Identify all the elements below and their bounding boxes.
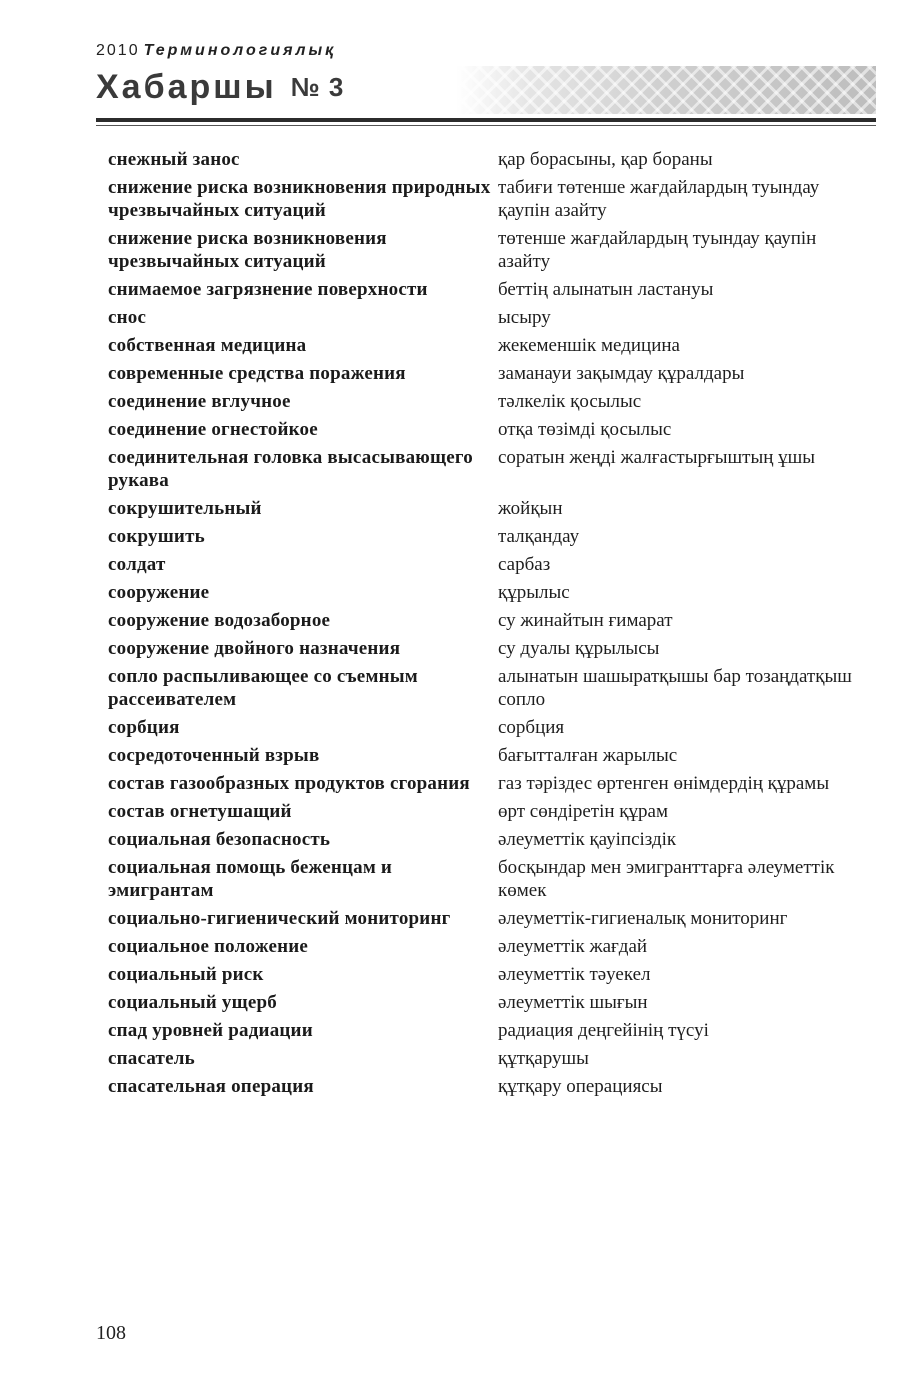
russian-term: социально-гигиенический мониторинг (108, 908, 451, 929)
russian-term: солдат (108, 554, 166, 575)
kazakh-term: сарбаз (498, 554, 551, 575)
russian-term: собственная медицина (108, 335, 307, 356)
glossary-entry (108, 497, 868, 520)
glossary-entry (108, 744, 868, 767)
glossary-entry (108, 278, 868, 301)
kazakh-term: құтқару операциясы (498, 1076, 663, 1097)
kazakh-term: газ тәріздес өртенген өнімдердің құрамы (498, 773, 830, 794)
kazakh-term: жойқын (498, 498, 563, 519)
glossary-entry (108, 362, 868, 385)
kazakh-term: әлеуметтік қауіпсіздік (498, 829, 677, 850)
glossary-entry (108, 963, 868, 986)
kazakh-term: қар борасыны, қар бораны (498, 149, 713, 170)
kazakh-term: беттің алынатын ластануы (498, 279, 714, 300)
russian-term: сопло распыливающее со съемным рассеивателем (108, 666, 418, 710)
kazakh-term: сорбция (498, 717, 565, 738)
glossary-entry (108, 991, 868, 1014)
russian-term: снижение риска возникновения природных чрезвычайных ситуаций (108, 177, 491, 221)
glossary-entry (108, 772, 868, 795)
russian-term: снежный занос (108, 149, 240, 170)
issue-number: № 3 (290, 72, 345, 102)
kazakh-term: бағытталған жарылыс (498, 745, 678, 766)
kazakh-term: ысыру (498, 307, 551, 328)
page-number: 108 (96, 1322, 126, 1344)
glossary-entry (108, 609, 868, 632)
russian-term: социальная помощь беженцам и эмигрантам (108, 857, 393, 901)
journal-title: Хабаршы (96, 68, 277, 106)
kazakh-term: жекеменшік медицина (498, 335, 680, 356)
kazakh-term: әлеуметтік шығын (498, 992, 648, 1013)
russian-term: состав огнетушащий (108, 801, 292, 822)
kazakh-term: тәлкелік қосылыс (498, 391, 642, 412)
kazakh-term: босқындар мен эмигранттарға әлеуметтік көмек (498, 857, 835, 901)
russian-term: сосредоточенный взрыв (108, 745, 320, 766)
glossary-entry (108, 1047, 868, 1070)
glossary-entry (108, 637, 868, 660)
russian-term: соединительная головка высасывающего рукава (108, 447, 473, 491)
kazakh-term: заманауи зақымдау құралдары (498, 363, 745, 384)
kazakh-term: табиғи төтенше жағдайлардың туындау қаупін азайту (498, 177, 820, 221)
journal-year: 2010 (96, 42, 140, 59)
glossary-entry (108, 665, 868, 711)
glossary-entry (108, 227, 868, 273)
kazakh-term: су жинайтын ғимарат (498, 610, 673, 631)
glossary-entry (108, 553, 868, 576)
glossary-entry (108, 856, 868, 902)
journal-title-line (96, 68, 344, 107)
russian-term: сокрушительный (108, 498, 262, 519)
kazakh-term: құрылыс (498, 582, 570, 603)
russian-term: сооружение двойного назначения (108, 638, 401, 659)
russian-term: социальная безопасность (108, 829, 331, 850)
header-rule-thin (96, 125, 876, 126)
glossary-entry (108, 525, 868, 548)
russian-term: социальный риск (108, 964, 264, 985)
russian-term: социальный ущерб (108, 992, 277, 1013)
russian-term: снос (108, 307, 147, 328)
russian-term: сокрушить (108, 526, 205, 547)
russian-term: спасательная операция (108, 1076, 314, 1097)
journal-series: Терминологиялық (143, 42, 337, 59)
kazakh-term: алынатын шашыратқышы бар тозаңдатқыш сопло (498, 666, 852, 710)
glossary-entry (108, 1075, 868, 1098)
russian-term: состав газообразных продуктов сгорания (108, 773, 470, 794)
kazakh-term: соратын жеңді жалғастырғыштың ұшы (498, 447, 816, 468)
page-header (96, 38, 876, 134)
glossary-entry (108, 935, 868, 958)
kazakh-term: су дуалы құрылысы (498, 638, 660, 659)
glossary-entry (108, 306, 868, 329)
header-rule-thick (96, 118, 876, 122)
russian-term: социальное положение (108, 936, 309, 957)
glossary-entry (108, 390, 868, 413)
glossary-entry (108, 176, 868, 222)
glossary-entry (108, 716, 868, 739)
glossary-entry (108, 581, 868, 604)
kazakh-term: талқандау (498, 526, 580, 547)
header-ornament (456, 66, 876, 114)
glossary-entry (108, 1019, 868, 1042)
kazakh-term: радиация деңгейінің түсуі (498, 1020, 709, 1041)
glossary-entry (108, 828, 868, 851)
kazakh-term: төтенше жағдайлардың туындау қаупін азайту (498, 228, 817, 272)
russian-term: сооружение водозаборное (108, 610, 331, 631)
russian-term: сооружение (108, 582, 210, 603)
kazakh-term: отқа төзімді қосылыс (498, 419, 672, 440)
russian-term: спасатель (108, 1048, 195, 1069)
glossary-entry (108, 334, 868, 357)
kazakh-term: әлеуметтік тәуекел (498, 964, 651, 985)
glossary-entry (108, 907, 868, 930)
glossary-entry (108, 418, 868, 441)
glossary-entry (108, 148, 868, 171)
russian-term: снимаемое загрязнение поверхности (108, 279, 428, 300)
russian-term: спад уровней радиации (108, 1020, 313, 1041)
russian-term: соединение огнестойкое (108, 419, 318, 440)
russian-term: снижение риска возникновения чрезвычайных ситуаций (108, 228, 387, 272)
glossary-entry (108, 446, 868, 492)
kazakh-term: әлеуметтік жағдай (498, 936, 648, 957)
russian-term: соединение вглучное (108, 391, 291, 412)
glossary-list (108, 148, 868, 1103)
kazakh-term: әлеуметтік-гигиеналық мониторинг (498, 908, 788, 929)
kazakh-term: құтқарушы (498, 1048, 589, 1069)
kazakh-term: өрт сөндіретін құрам (498, 801, 668, 822)
glossary-entry (108, 800, 868, 823)
russian-term: сорбция (108, 717, 180, 738)
journal-series-line (96, 42, 336, 60)
russian-term: современные средства поражения (108, 363, 406, 384)
